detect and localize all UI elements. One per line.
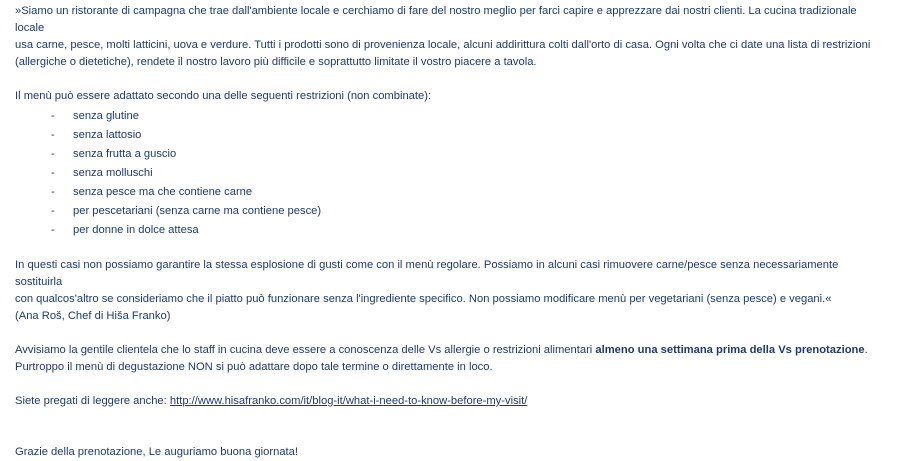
- list-item-label: senza frutta a guscio: [73, 148, 177, 160]
- list-item: [15, 126, 885, 145]
- list-item: [15, 145, 885, 164]
- email-body: [15, 3, 885, 461]
- intro-line-1: »Siamo un ristorante di campagna che trae dall'ambiente locale e cerchiamo di fare del nostro meglio per farci capire e apprezzare dai nostri clienti. La cucina tradizionale locale: [15, 5, 857, 34]
- note-line-2: con qualcos'altro se consideriamo che il piatto può funzionare senza l'ingrediente specifico. Non possiamo modificare menù per vegetariani (senza pesce) e vegani.«: [15, 293, 832, 305]
- notice-emphasis: almeno una settimana prima della Vs prenotazione: [595, 344, 865, 356]
- list-item-label: per donne in dolce attesa: [73, 224, 199, 236]
- list-bullet: -: [51, 167, 55, 179]
- list-item: [15, 202, 885, 221]
- intro-line-2: usa carne, pesce, molti latticini, uova e verdure. Tutti i prodotti sono di provenienza locale, alcuni addirittura colti dall'orto di casa. Ogni volta che ci date una lista di restrizioni: [15, 39, 871, 51]
- closing-line: Grazie della prenotazione, Le auguriamo buona giornata!: [15, 446, 298, 458]
- list-bullet: -: [51, 148, 55, 160]
- list-item: [15, 107, 885, 126]
- read-more-label: Siete pregati di leggere anche:: [15, 395, 170, 407]
- blog-link[interactable]: http://www.hisafranko.com/it/blog-it/what-i-need-to-know-before-my-visit/: [169, 395, 528, 407]
- note-paragraph: [15, 257, 885, 325]
- list-item: [15, 183, 885, 202]
- notice-period: .: [864, 344, 868, 356]
- list-item: [15, 164, 885, 183]
- restrictions-heading: Il menù può essere adattato secondo una delle seguenti restrizioni (non combinate):: [15, 90, 432, 102]
- list-item-label: senza lattosio: [73, 129, 142, 141]
- list-bullet: -: [51, 110, 55, 122]
- list-bullet: -: [51, 186, 55, 198]
- notice-text: Avvisiamo la gentile clientela che lo staff in cucina deve essere a conoscenza delle Vs allergie o restrizioni alimentari: [15, 344, 596, 356]
- chef-signature: (Ana Roš, Chef di Hiša Franko): [15, 310, 171, 322]
- list-item-label: senza molluschi: [73, 167, 153, 179]
- restrictions-list: [15, 107, 885, 240]
- intro-line-3: (allergiche o dietetiche), rendete il nostro lavoro più difficile e soprattutto limitate il vostro piacere a tavola.: [15, 56, 537, 68]
- notice-line-2: Purtroppo il menù di degustazione NON si può adattare dopo tale termine o direttamente in loco.: [15, 361, 493, 373]
- list-item-label: per pescetariani (senza carne ma contiene pesce): [73, 205, 322, 217]
- intro-paragraph: [15, 3, 885, 71]
- note-line-1: In questi casi non possiamo garantire la stessa esplosione di gusti come con il menù regolare. Possiamo in alcuni casi rimuovere carne/pesce senza necessariamente sostituirla: [15, 259, 839, 288]
- notice-paragraph: [15, 342, 885, 376]
- list-bullet: -: [51, 224, 55, 236]
- read-more-paragraph: [15, 393, 885, 410]
- list-item-label: senza pesce ma che contiene carne: [73, 186, 253, 198]
- list-item-label: senza glutine: [73, 110, 139, 122]
- list-bullet: -: [51, 129, 55, 141]
- list-item: [15, 221, 885, 240]
- list-bullet: -: [51, 205, 55, 217]
